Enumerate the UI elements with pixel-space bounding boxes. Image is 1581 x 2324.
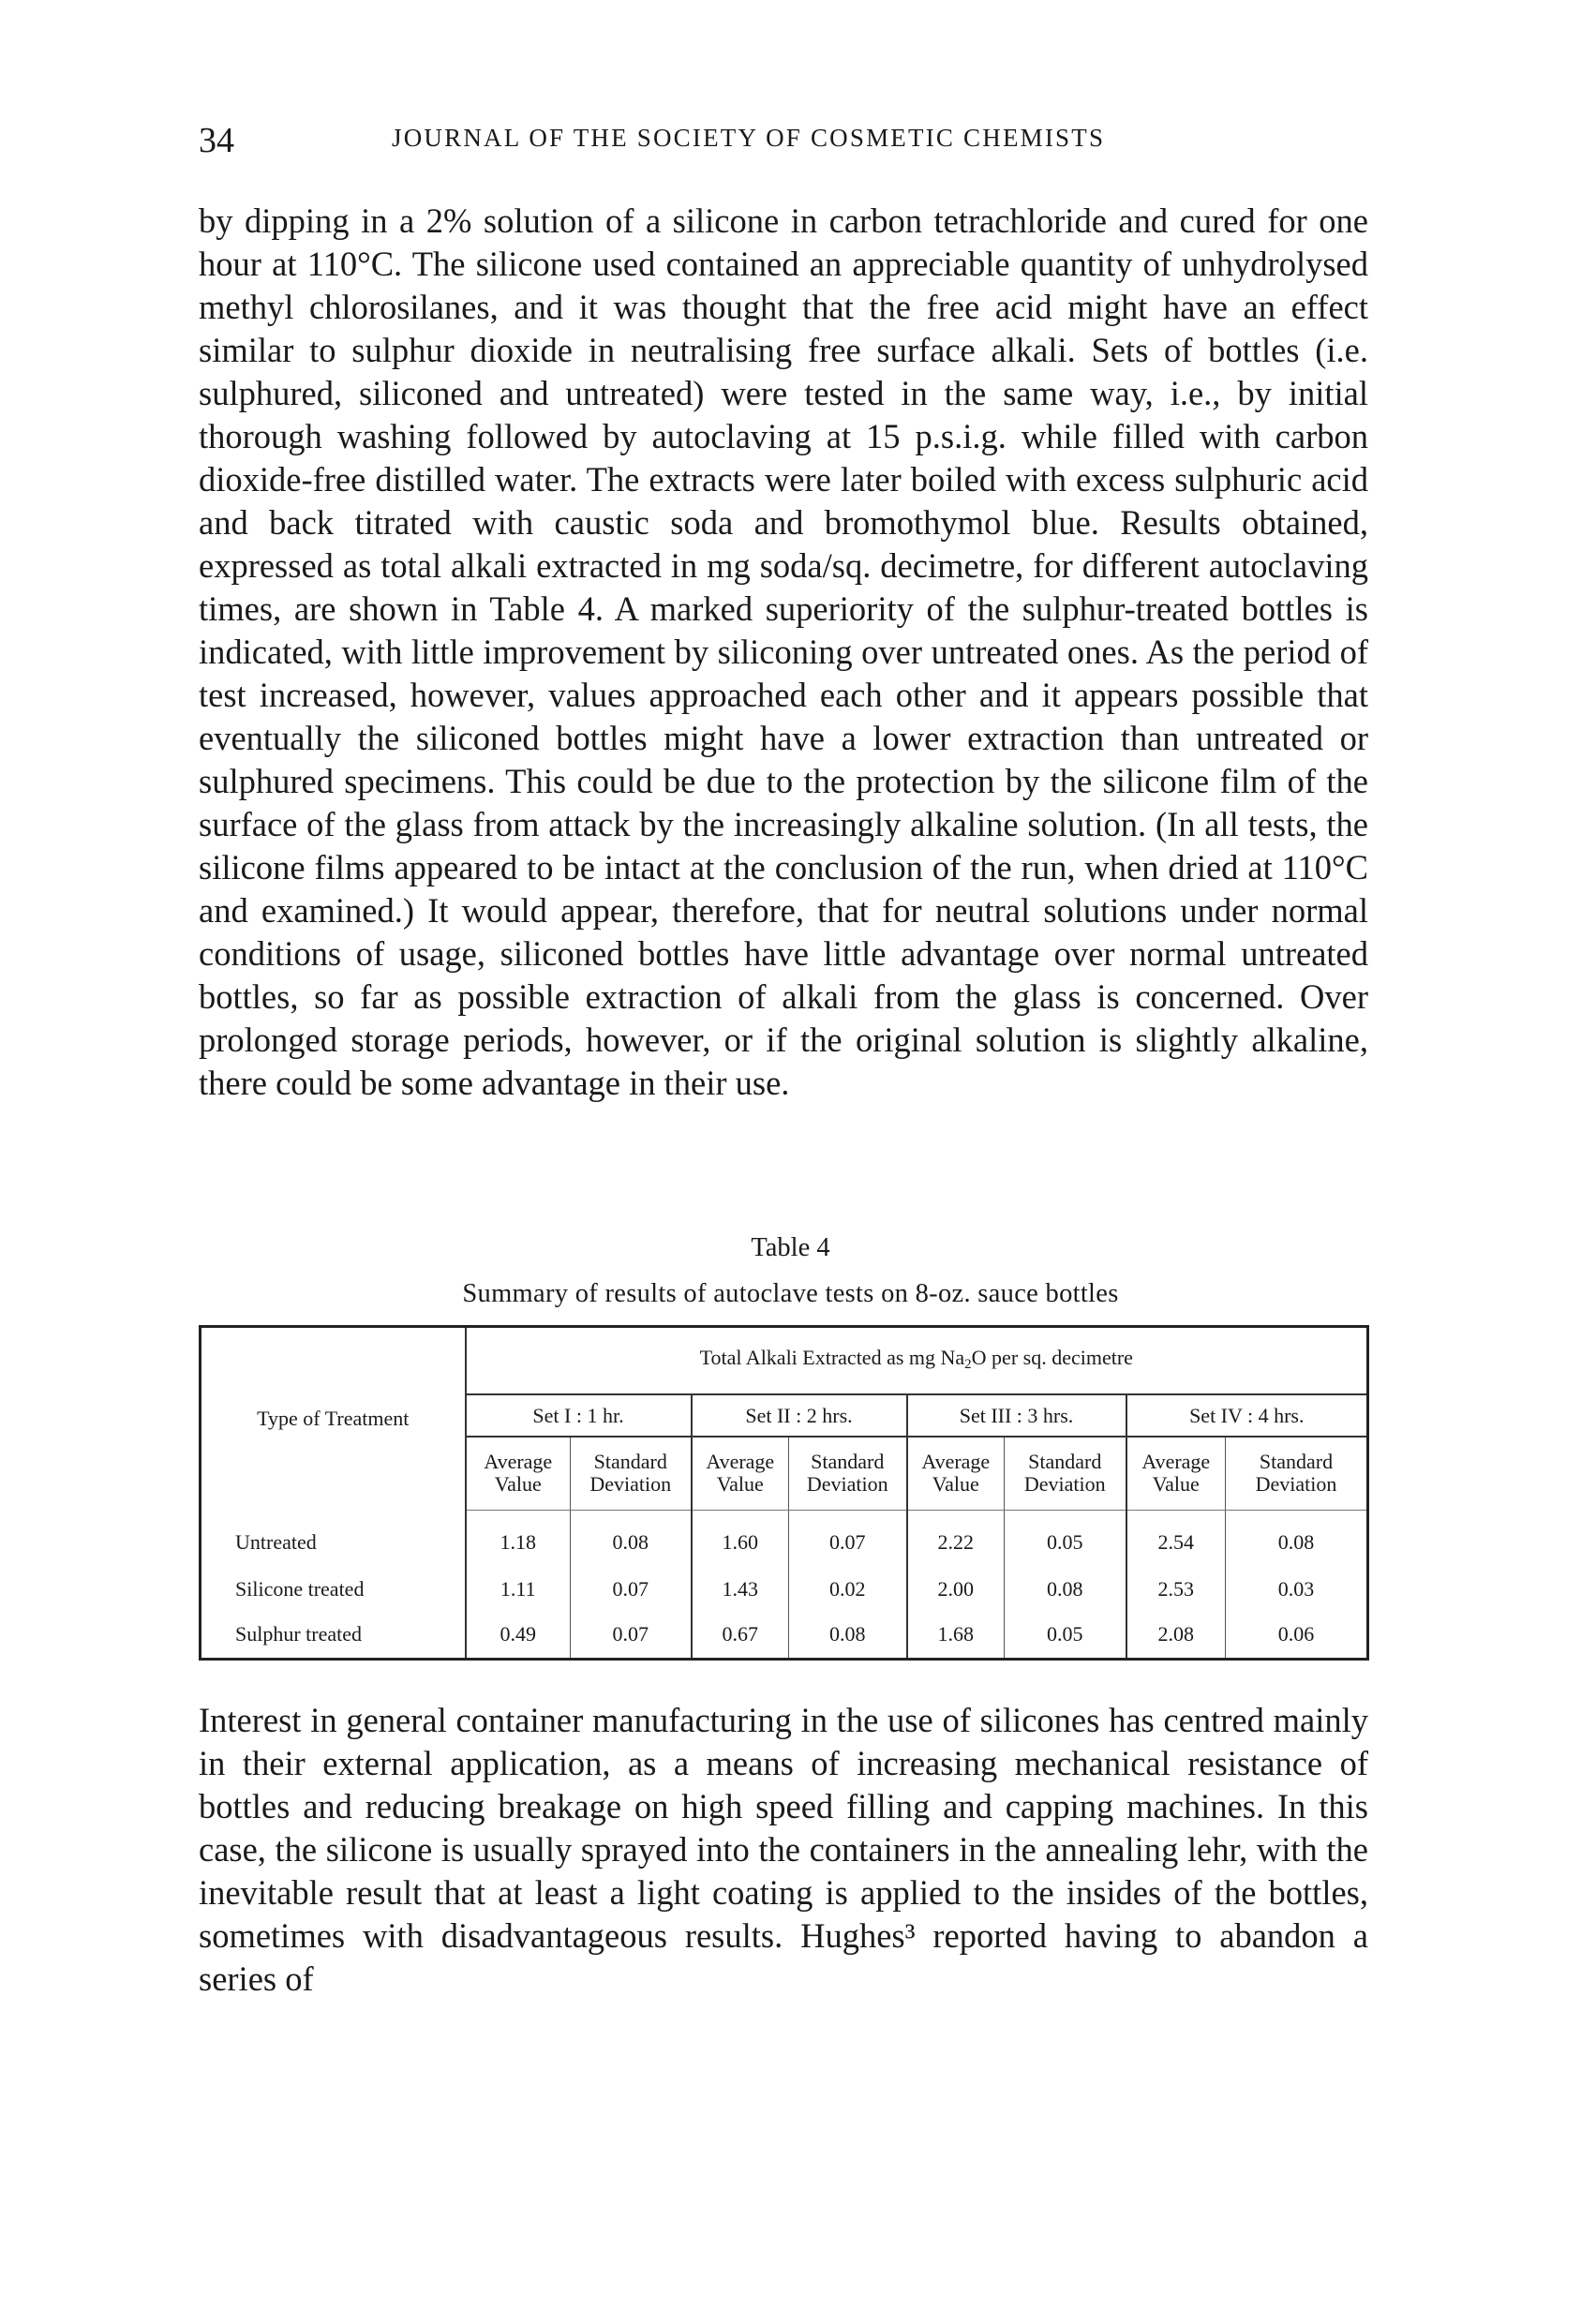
table-cell: 0.08 xyxy=(1005,1566,1126,1612)
table-cell: 0.07 xyxy=(571,1566,692,1612)
table-cell: 0.07 xyxy=(571,1612,692,1660)
page-number: 34 xyxy=(199,121,234,160)
main-column-header: Total Alkali Extracted as mg $Na_2O$ per sq. decimetre xyxy=(466,1327,1368,1395)
table-cell: 0.06 xyxy=(1226,1612,1368,1660)
average-value-header: Average Value xyxy=(1126,1437,1226,1510)
set-header: Set III : 3 hrs. xyxy=(907,1394,1126,1437)
standard-deviation-header: Standard Deviation xyxy=(789,1437,907,1510)
table-cell: 1.68 xyxy=(907,1612,1005,1660)
table-cell: 0.08 xyxy=(789,1612,907,1660)
page-header xyxy=(0,111,1581,167)
average-value-header: Average Value xyxy=(466,1437,571,1510)
table-cell: 2.08 xyxy=(1126,1612,1226,1660)
table-cell: 0.03 xyxy=(1226,1566,1368,1612)
table-cell: 1.11 xyxy=(500,1576,536,1601)
average-value-header: Average Value xyxy=(692,1437,789,1510)
standard-deviation-header: Standard Deviation xyxy=(1005,1437,1126,1510)
table-cell: 0.08 xyxy=(571,1510,692,1566)
table-row xyxy=(201,1510,1368,1566)
body-paragraph-2: Interest in general container manufacturing in the use of silicones has centred mainly in their external application, as a means of increasing mechanical resistance of bottles and reducing breakage on high speed filling and capping machines. In this case, the silicone is usually sprayed into the containers in the annealing lehr, with the inevitable result that at least a light coating is applied to the insides of the bottles, sometimes with disadvantageous results. Hughes³ reported having to abandon a series of xyxy=(199,1701,1368,1998)
table-cell: 0.05 xyxy=(1005,1510,1126,1566)
table-cell: 1.43 xyxy=(692,1566,789,1612)
set-header: Set I : 1 hr. xyxy=(466,1394,692,1437)
average-value-header: Average Value xyxy=(907,1437,1005,1510)
journal-title: JOURNAL OF THE SOCIETY OF COSMETIC CHEMISTS xyxy=(392,124,1106,152)
standard-deviation-header: Standard Deviation xyxy=(1226,1437,1368,1510)
type-of-treatment-header: Type of Treatment xyxy=(201,1327,466,1511)
body-paragraph-1: by dipping in a 2% solution of a silicone in carbon tetrachloride and cured for one hour at 110°C. The silicone used contained an appreciable quantity of unhydrolysed methyl chlorosilanes, and it was thought that the free acid might have an effect similar to sulphur dioxide in neutralising free surface alkali. Sets of bottles (i.e. sulphured, siliconed and untreated) were tested in the same way, i.e., by initial thorough washing followed by autoclaving at 15 p.s.i.g. while filled with carbon dioxide-free distilled water. The extracts were later boiled with excess sulphuric acid and back titrated with caustic soda and bromothymol blue. Results obtained, expressed as total alkali extracted in mg soda/sq. decimetre, for different autoclaving times, are shown in Table 4. A marked superiority of the sulphur-treated bottles is indicated, with little improvement by siliconing over untreated ones. As the period of test increased, however, values approached each other and it appears possible that eventually the siliconed bottles might have a lower extraction than untreated or sulphured specimens. This could be due to the protection by the silicone film of the surface of the glass from attack by the increasingly alkaline solution. (In all tests, the silicone films appeared to be intact at the conclusion of the run, when dried at 110°C and examined.) It would appear, therefore, that for neutral solutions under normal conditions of usage, siliconed bottles have little advantage over normal untreated bottles, so far as possible extraction of alkali from the glass is concerned. Over prolonged storage periods, however, or if the original solution is slightly alkaline, there could be some advantage in their use. xyxy=(199,201,1368,1102)
table-cell: 0.08 xyxy=(1226,1510,1368,1566)
table-cell: 2.54 xyxy=(1126,1510,1226,1566)
set-header: Set II : 2 hrs. xyxy=(692,1394,907,1437)
results-table xyxy=(199,1325,1366,1661)
table-title: Table 4 xyxy=(751,1233,830,1262)
table-cell: 0.05 xyxy=(1005,1612,1126,1660)
table-cell: 2.53 xyxy=(1126,1566,1226,1612)
table-cell: 2.22 xyxy=(907,1510,1005,1566)
row-label: Sulphur treated xyxy=(201,1612,466,1660)
standard-deviation-header: Standard Deviation xyxy=(571,1437,692,1510)
table-cell: 0.67 xyxy=(692,1612,789,1660)
table-row xyxy=(201,1612,1368,1660)
table-cell: 2.00 xyxy=(907,1566,1005,1612)
table-cell: 1.60 xyxy=(692,1510,789,1566)
row-label: Untreated xyxy=(201,1510,466,1566)
table-cell: 1.18 xyxy=(500,1530,536,1555)
table-cell: 0.07 xyxy=(789,1510,907,1566)
row-label: Silicone treated xyxy=(201,1566,466,1612)
set-header: Set IV : 4 hrs. xyxy=(1126,1394,1368,1437)
table-cell: 0.02 xyxy=(789,1566,907,1612)
table-caption: Summary of results of autoclave tests on 8-oz. sauce bottles xyxy=(462,1279,1119,1308)
table-cell: 0.49 xyxy=(500,1622,536,1646)
table-row xyxy=(201,1566,1368,1612)
